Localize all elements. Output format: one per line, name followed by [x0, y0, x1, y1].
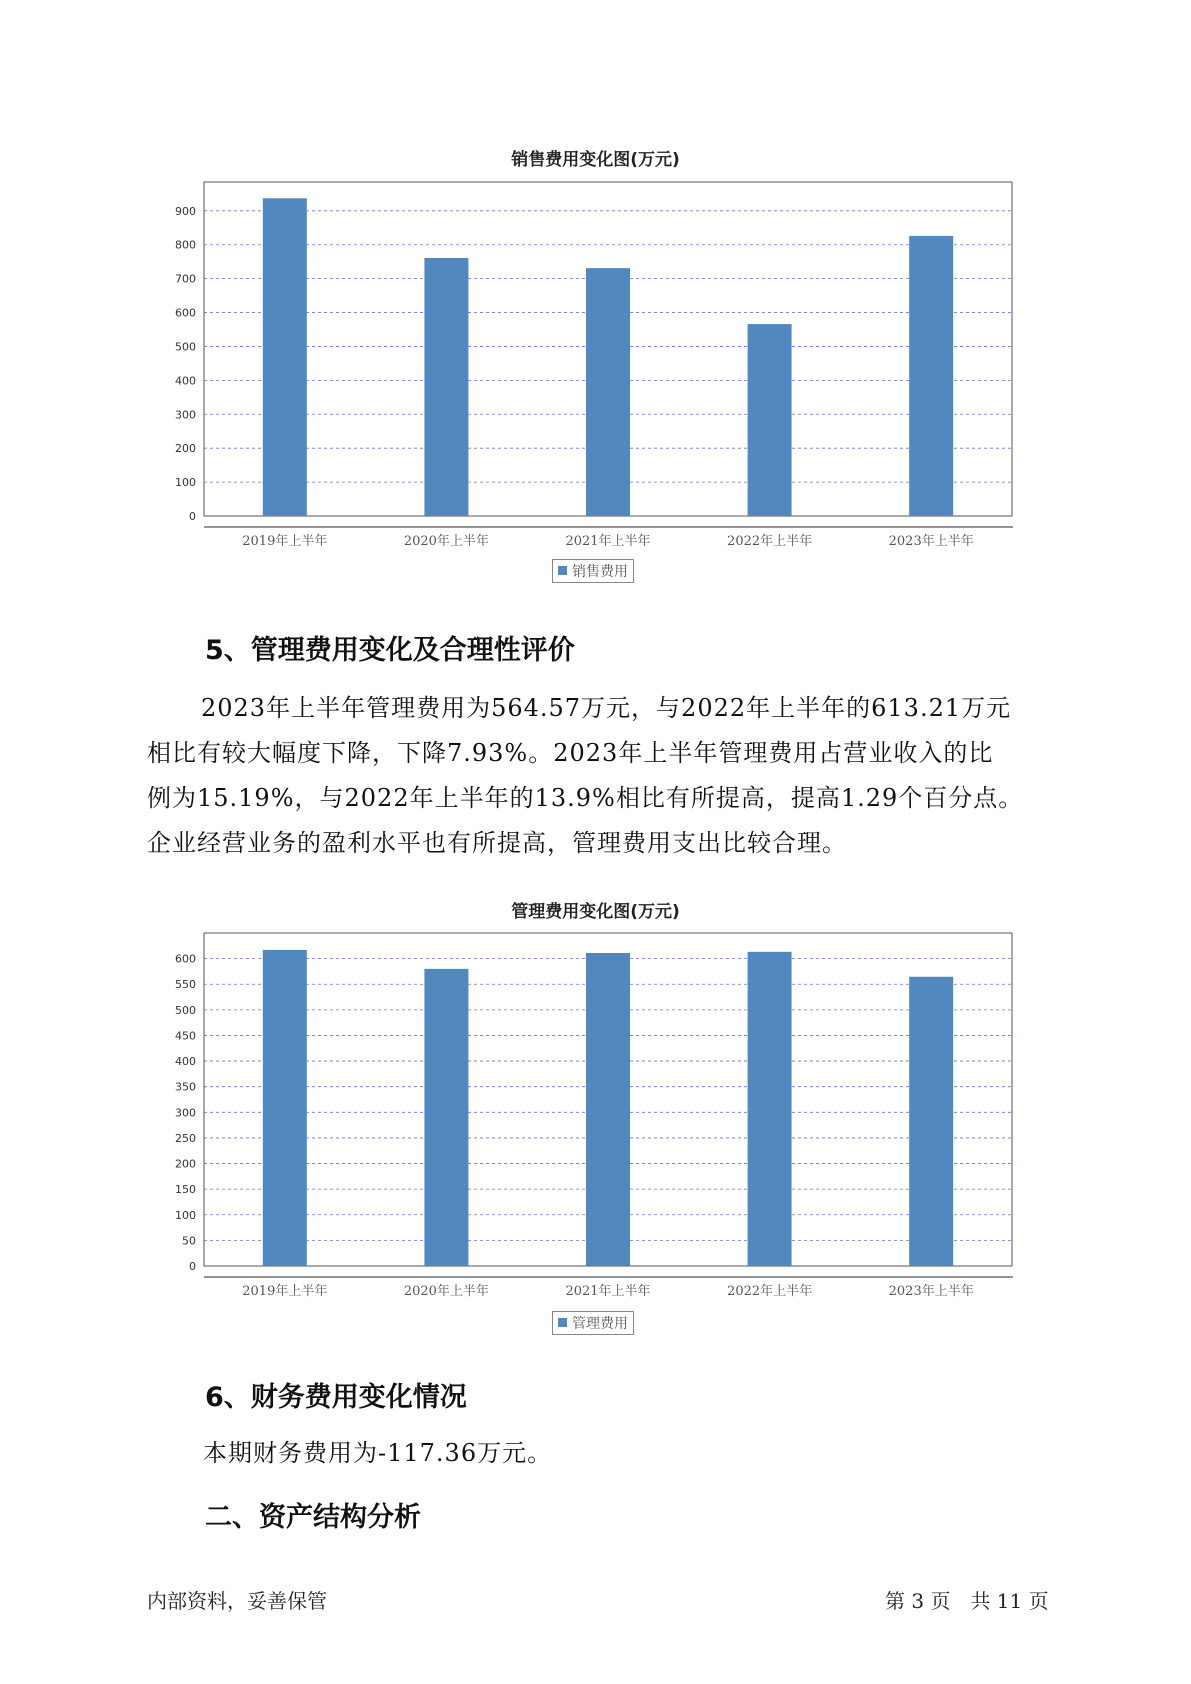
x-tick-label: 2019年上半年	[242, 1284, 328, 1299]
section-5-heading: 5、管理费用变化及合理性评价	[205, 635, 575, 666]
x-tick-label: 2020年上半年	[403, 1284, 489, 1299]
x-tick-label: 2023年上半年	[888, 534, 974, 549]
y-tick-label: 300	[175, 408, 196, 422]
footer-right: 第 3 页 共 11 页	[885, 1589, 1049, 1613]
y-tick-label: 300	[175, 1106, 196, 1120]
legend-swatch	[558, 1318, 567, 1327]
y-tick-label: 200	[175, 442, 196, 456]
chart-title: 销售费用变化图(万元)	[511, 150, 680, 170]
section-6-paragraph: 本期财务费用为-117.36万元。	[203, 1439, 553, 1467]
y-tick-label: 700	[175, 272, 196, 286]
y-tick-label: 250	[175, 1131, 196, 1145]
x-tick-label: 2020年上半年	[403, 534, 489, 549]
bar	[586, 953, 630, 1266]
x-tick-label: 2019年上半年	[242, 534, 328, 549]
x-tick-label: 2023年上半年	[888, 1284, 974, 1299]
y-tick-label: 150	[175, 1183, 196, 1197]
paragraph-line: 相比有较大幅度下降，下降7.93%。2023年上半年管理费用占营业收入的比	[147, 739, 994, 767]
paragraph-line: 2023年上半年管理费用为564.57万元，与2022年上半年的613.21万元	[201, 694, 1012, 722]
y-tick-label: 350	[175, 1080, 196, 1094]
y-tick-label: 550	[175, 978, 196, 992]
x-tick-label: 2022年上半年	[727, 1284, 813, 1299]
y-tick-label: 100	[175, 1208, 196, 1222]
paragraph-line: 企业经营业务的盈利水平也有所提高，管理费用支出比较合理。	[147, 829, 847, 857]
y-tick-label: 900	[175, 204, 196, 218]
legend-label: 管理费用	[572, 1316, 628, 1332]
y-tick-label: 0	[189, 1260, 196, 1273]
y-tick-label: 500	[175, 340, 196, 354]
y-tick-label: 500	[175, 1003, 196, 1017]
y-tick-label: 100	[175, 476, 196, 490]
legend-label: 销售费用	[572, 564, 628, 580]
bar	[909, 977, 953, 1266]
y-tick-label: 400	[175, 374, 196, 388]
x-tick-label: 2021年上半年	[565, 1284, 651, 1299]
x-tick-label: 2021年上半年	[565, 534, 651, 549]
bar	[748, 952, 792, 1266]
bar	[263, 950, 307, 1266]
chart-title: 管理费用变化图(万元)	[511, 902, 680, 922]
bar	[424, 969, 468, 1266]
paragraph-line: 例为15.19%，与2022年上半年的13.9%相比有所提高，提高1.29个百分点。	[147, 784, 1024, 812]
part-2-heading: 二、资产结构分析	[205, 1502, 421, 1533]
y-tick-label: 50	[182, 1234, 196, 1248]
y-tick-label: 200	[175, 1157, 196, 1171]
y-tick-label: 450	[175, 1029, 196, 1043]
y-tick-label: 800	[175, 238, 196, 252]
y-tick-label: 400	[175, 1055, 196, 1069]
y-tick-label: 0	[189, 510, 196, 523]
chart-legend	[552, 1311, 634, 1335]
y-tick-label: 600	[175, 306, 196, 320]
y-tick-label: 600	[175, 952, 196, 966]
footer-left: 内部资料，妥善保管	[147, 1589, 327, 1613]
section-6-heading: 6、财务费用变化情况	[205, 1382, 467, 1413]
x-tick-label: 2022年上半年	[727, 534, 813, 549]
